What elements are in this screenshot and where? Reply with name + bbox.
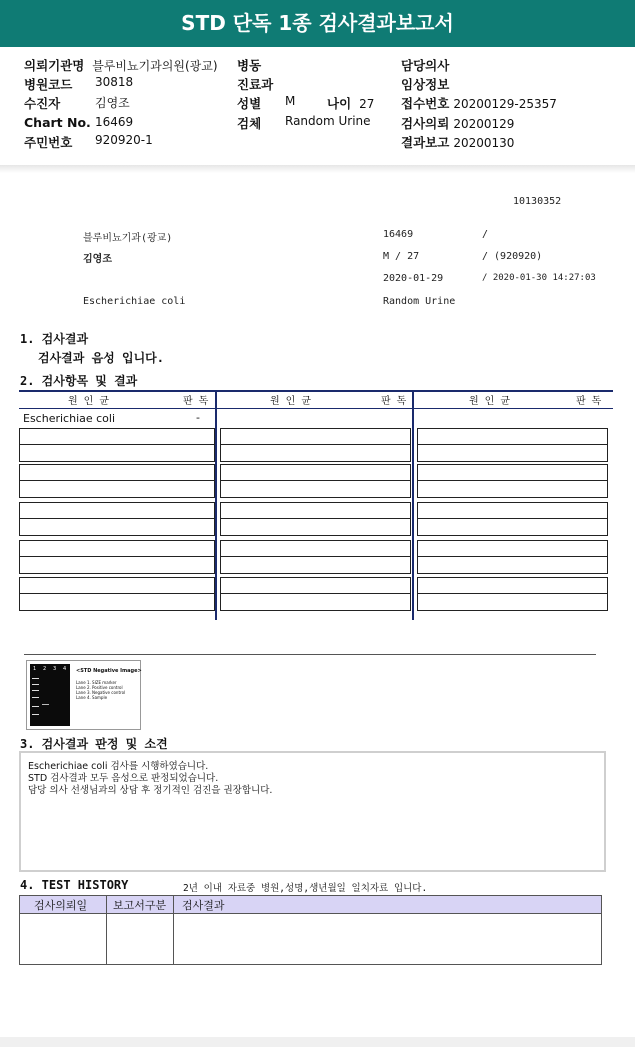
result-cell [220, 540, 411, 557]
header-request-date: 검사의뢰 20200129 [401, 116, 515, 131]
result-cell [417, 428, 608, 445]
item-result: - [196, 411, 200, 424]
gel-band [32, 706, 39, 707]
gel-band [32, 714, 39, 715]
header-resident-no: 주민번호 920920-1 [24, 133, 153, 150]
result-cell [19, 428, 215, 445]
section2-title: 2. 검사항목 및 결과 [20, 374, 138, 388]
col3-organism-header: 원 인 균 [469, 396, 511, 407]
comment-line: 담당 의사 선생님과의 상담 후 정기적인 검진을 권장합니다. [28, 785, 273, 796]
header-specimen: 검체 Random Urine [237, 114, 371, 131]
report-patient: 김영조 [83, 254, 112, 265]
header-hospital-code: 병원코드 30818 [24, 75, 134, 92]
comment-line: Escherichiae coli 검사를 시행하였습니다. [28, 761, 209, 772]
result-cell [417, 519, 608, 536]
document-number: 10130352 [513, 196, 562, 207]
result-cell [220, 502, 411, 519]
grid-divider [215, 390, 217, 620]
header-info [0, 47, 635, 165]
col3-judge-header: 판 독 [576, 396, 602, 407]
footer-strip [0, 1037, 635, 1047]
result-cell [220, 464, 411, 481]
result-cell [220, 428, 411, 445]
header-divider [0, 165, 635, 173]
report-datetime: / 2020-01-30 14:27:03 [482, 273, 596, 283]
item-name: Escherichiae coli [23, 412, 116, 425]
lane-number: 4 [63, 666, 67, 672]
gel-legend-line: Lane 3. Negative control [76, 690, 126, 695]
gel-title: <STD Negative Image> [76, 668, 142, 674]
history-cell [174, 914, 602, 965]
result-cell [19, 481, 215, 498]
header-sex: 성별 M [237, 94, 296, 111]
header-doctor: 담당의사 [401, 58, 450, 73]
comment-line: STD 검사결과 모두 음성으로 판정되었습니다. [28, 773, 219, 784]
result-cell [417, 594, 608, 611]
grid-divider [412, 390, 414, 620]
section3-title: 3. 검사결과 판정 및 소견 [20, 737, 168, 751]
result-cell [220, 481, 411, 498]
gel-band [32, 690, 39, 691]
header-age: 나이 27 [327, 96, 375, 111]
result-cell [19, 519, 215, 536]
report-specimen: Random Urine [383, 296, 456, 307]
result-cell [19, 445, 215, 462]
result-cell [220, 445, 411, 462]
section4-note: 2년 이내 자료중 병원,성명,생년월일 일치자료 입니다. [183, 883, 428, 894]
lane-number: 1 [33, 666, 37, 672]
gel-band [32, 684, 39, 685]
header-chart-no: Chart No. 16469 [24, 115, 134, 130]
lane-number: 2 [43, 666, 47, 672]
report-chart-no: 16469 [383, 229, 414, 240]
history-header-row [20, 896, 602, 914]
gel-band [42, 704, 49, 705]
result-cell [417, 481, 608, 498]
header-report-date: 결과보고 20200130 [401, 135, 515, 150]
lane-number: 3 [53, 666, 57, 672]
gel-legend-line: Lane 2. Positive control [76, 685, 123, 690]
result-cell [417, 540, 608, 557]
history-col-result: 검사결과 [174, 896, 602, 914]
result-cell [417, 557, 608, 574]
result-cell [417, 577, 608, 594]
section4-title: 4. TEST HISTORY [20, 878, 129, 892]
header-hospital: 의뢰기관명 블루비뇨기과의원(광교) [24, 58, 218, 73]
result-cell [220, 557, 411, 574]
col2-organism-header: 원 인 균 [270, 396, 312, 407]
result-cell [19, 540, 215, 557]
header-receipt-no: 접수번호 20200129-25357 [401, 96, 557, 111]
report-request-date: 2020-01-29 [383, 273, 444, 284]
col2-judge-header: 판 독 [381, 396, 407, 407]
result-cell [417, 502, 608, 519]
report-birth: / (920920) [482, 251, 543, 262]
result-cell [19, 557, 215, 574]
report-title: STD 단독 1종 검사결과보고서 [0, 0, 635, 47]
gel-legend-line: Lane 4. Sample [76, 695, 108, 700]
result-cell [220, 577, 411, 594]
section1-title: 1. 검사결과 [20, 332, 89, 346]
result-cell [19, 464, 215, 481]
gel-legend [76, 680, 125, 700]
result-cell [220, 519, 411, 536]
result-cell [19, 594, 215, 611]
header-patient: 수진자 김영조 [24, 96, 130, 111]
history-cell [20, 914, 107, 965]
result-cell [220, 594, 411, 611]
header-ward: 병동 [237, 58, 262, 73]
gel-band [32, 697, 39, 698]
history-cell [107, 914, 174, 965]
header-clinical-info: 임상정보 [401, 77, 450, 92]
result-cell [19, 502, 215, 519]
report-test-name: Escherichiae coli [83, 296, 186, 307]
gel-band [32, 678, 39, 679]
gel-image [30, 664, 70, 726]
result-cell [417, 464, 608, 481]
report-sex-age: M / 27 [383, 251, 420, 262]
history-col-request-date: 검사의뢰일 [20, 896, 107, 914]
history-col-report-type: 보고서구분 [107, 896, 174, 914]
header-department: 진료과 [237, 77, 274, 92]
report-slash: / [482, 229, 489, 240]
col1-organism-header: 원 인 균 [68, 396, 110, 407]
report-hospital: 블루비뇨기과(광교) [83, 233, 173, 244]
col1-judge-header: 판 독 [183, 396, 209, 407]
gel-legend-line: Lane 1. SIZE marker [76, 680, 117, 685]
result-cell [19, 577, 215, 594]
section1-result: 검사결과 음성 입니다. [38, 351, 165, 365]
result-cell [417, 445, 608, 462]
history-table [19, 895, 602, 965]
history-row [20, 914, 602, 965]
